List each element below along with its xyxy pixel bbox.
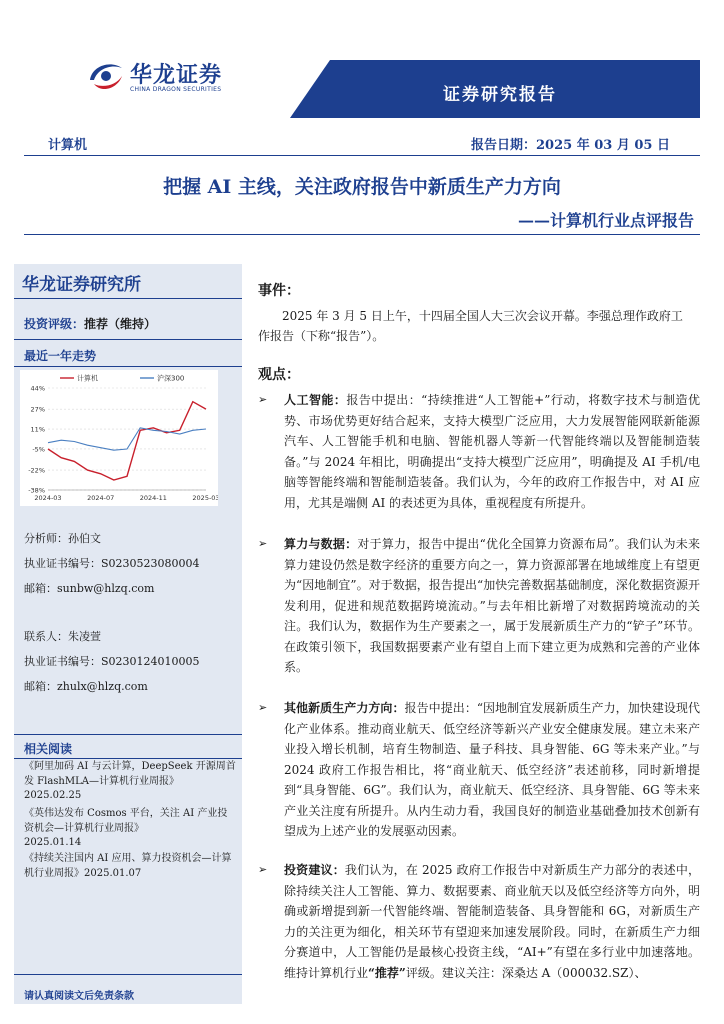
title-divider xyxy=(24,234,700,235)
bullet-text-tail: 评级。建议关注：深桑达 A（000032.SZ）、 xyxy=(405,965,647,980)
series-line xyxy=(48,428,206,450)
contact-name: 联系人：朱凌萱 xyxy=(24,630,101,643)
bullet-arrow-icon: ➢ xyxy=(258,863,268,876)
contact-cert: 执业证书编号：S0230124010005 xyxy=(24,655,200,668)
event-text: 2025 年 3 月 5 日上午，十四届全国人大三次会议开幕。李强总理作政府工作报告（下称“报告”）。 xyxy=(258,309,683,343)
view-bullet-new-productivity xyxy=(258,698,700,858)
related-date: 2025.02.25 xyxy=(24,790,82,801)
company-logo xyxy=(86,58,126,94)
trend-chart-svg xyxy=(20,370,218,506)
bullet-lead: 投资建议： xyxy=(284,863,345,877)
view-bullet-investment-advice xyxy=(258,860,700,1020)
report-date: 报告日期：2025 年 03 月 05 日 xyxy=(471,138,670,153)
legend-label: 沪深300 xyxy=(157,374,185,383)
x-tick-label: 2025-03 xyxy=(192,494,218,502)
bullet-arrow-icon: ➢ xyxy=(258,393,268,406)
event-heading: 事件： xyxy=(258,283,300,299)
brand-subtitle: CHINA DRAGON SECURITIES xyxy=(130,86,222,93)
related-link[interactable]: 《持续关注国内 AI 应用、算力投资机会—计算机行业周报》2025.01.07 xyxy=(24,853,232,879)
related-reading-title: 相关阅读 xyxy=(24,742,73,756)
bullet-arrow-icon: ➢ xyxy=(258,701,268,714)
x-tick-label: 2024-03 xyxy=(34,494,62,502)
related-link[interactable]: 《阿里加码 AI 与云计算，DeepSeek 开源周首发 FlashMLA—计算机行业周报》 xyxy=(24,761,236,787)
y-tick-label: -5% xyxy=(32,445,45,454)
bullet-lead: 算力与数据： xyxy=(284,537,358,551)
y-tick-label: 44% xyxy=(30,384,45,393)
header-divider xyxy=(24,155,700,156)
bullet-text: 报告中提出：“持续推进“人工智能+”行动，将数字技术与制造优势、市场优势更好结合起来，支持大模型广泛应用，大力发展智能网联新能源汽车、人工智能手机和电脑、智能机器人等新一代智能终端以及智能制造装备。”与 2024 年相比，明确提出“支持大模型广泛应用”，明确提及 AI 手机/电脑等智能终端和智能制造装备。我们认为，今年的政府工作报告中，对 AI 应用，尤其是端侧 AI 的表述更为具体，重视程度有所提升。 xyxy=(284,393,700,510)
rating-value: 推荐（维持） xyxy=(84,317,157,331)
legend-label: 计算机 xyxy=(77,374,98,383)
sidebar-divider xyxy=(14,339,242,340)
related-date: 2025.01.14 xyxy=(24,837,82,848)
views-heading: 观点： xyxy=(258,367,300,383)
x-tick-label: 2024-11 xyxy=(139,494,167,502)
investment-rating xyxy=(24,315,156,332)
institute-name: 华龙证券研究所 xyxy=(22,275,141,295)
trend-chart xyxy=(20,370,218,506)
banner-title: 证券研究报告 xyxy=(443,85,557,105)
analyst-cert: 执业证书编号：S0230523080004 xyxy=(24,557,200,570)
view-bullet-ai xyxy=(258,390,700,530)
bullet-lead: 其他新质生产力方向： xyxy=(284,701,405,715)
bullet-arrow-icon: ➢ xyxy=(258,537,268,550)
report-subtitle: ——计算机行业点评报告 xyxy=(517,211,694,230)
bullet-text: 对于算力，报告中提出“优化全国算力资源布局”。我们认为未来算力建设仍然是数字经济的重要方向之一，算力资源部署在地域维度上有望更为“因地制宜”。对于数据，报告提出“加快完善数据基础制度，深化数据资源开发利用，促进和规范数据跨境流动。”与去年相比新增了对数据跨境流动的关注。我们认为，数据作为生产要素之一，属于发展新质生产力的“铲子”环节。在政策引领下，我国数据要素产业有望自上而下建立更为成熟和完善的产业体系。 xyxy=(284,537,700,674)
rating-highlight: “推荐” xyxy=(368,965,406,980)
contact-email[interactable]: 邮箱：zhulx@hlzq.com xyxy=(24,680,148,693)
bullet-text: 我们认为，在 2025 政府工作报告中对新质生产力部分的表述中，除持续关注人工智能、算力、数据要素、商业航天以及低空经济等方向外，明确或新增提到新一代智能终端、智能制造装备、具身智能和 6G，对新质生产力的关注更为细化，相关环节有望迎来加速发展阶段。同时，在新质生产力细分赛道中，人工智能仍是最核心投资主线，“AI+”有望在多行业中加速落地。维持计算机行业 xyxy=(284,863,700,980)
y-tick-label: 27% xyxy=(30,405,45,414)
sidebar-divider xyxy=(14,366,242,367)
y-tick-label: -38% xyxy=(28,486,45,495)
y-tick-label: -22% xyxy=(28,466,45,475)
report-title: 把握 AI 主线，关注政府报告中新质生产力方向 xyxy=(163,176,561,198)
bullet-text: 报告中提出：“因地制宜发展新质生产力，加快建设现代化产业体系。推动商业航天、低空经济等新兴产业安全健康发展。建立未来产业投入增长机制，培育生物制造、量子科技、具身智能、6G 等未来产业。”与 2024 政府工作报告相比，将“商业航天、低空经济”表述前移，同时新增提到“具身智能、6G”。我们认为，商业航天、低空经济、具身智能、6G 等未来产业关注度有所提升。从内生动力看，我国良好的制造业基础叠加技术创新有望成为上述产业的发展驱动因素。 xyxy=(284,701,700,838)
analyst-email[interactable]: 邮箱：sunbw@hlzq.com xyxy=(24,582,155,595)
sidebar-divider xyxy=(14,298,242,299)
sidebar-divider xyxy=(14,758,242,759)
analyst-name: 分析师：孙伯文 xyxy=(24,532,101,545)
view-bullet-compute-data xyxy=(258,534,700,694)
rating-label: 投资评级： xyxy=(24,317,85,331)
sector-label: 计算机 xyxy=(48,138,88,153)
trend-title: 最近一年走势 xyxy=(24,349,97,363)
sidebar-divider xyxy=(14,734,242,735)
x-tick-label: 2024-07 xyxy=(87,494,115,502)
brand-name: 华龙证券 xyxy=(130,63,223,88)
disclaimer-note: 请认真阅读文后免责条款 xyxy=(24,991,134,1002)
related-link[interactable]: 《英伟达发布 Cosmos 平台，关注 AI 产业投资机会—计算机行业周报》 xyxy=(24,808,228,834)
sidebar-divider xyxy=(14,974,242,975)
bullet-lead: 人工智能： xyxy=(284,393,347,407)
y-tick-label: 11% xyxy=(30,425,45,434)
